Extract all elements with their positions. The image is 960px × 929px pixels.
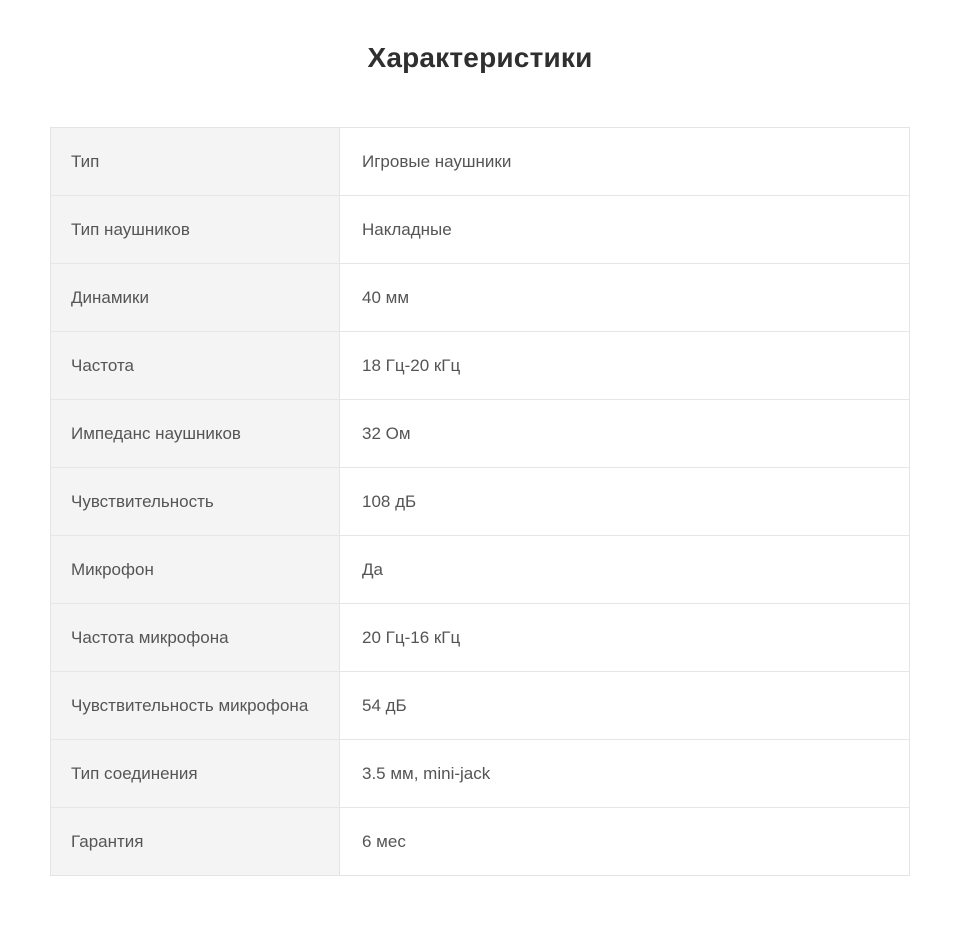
spec-label: Гарантия (51, 808, 340, 876)
table-row (51, 332, 910, 400)
table-row (51, 400, 910, 468)
spec-value: 6 мес (340, 808, 910, 876)
spec-value: 18 Гц-20 кГц (340, 332, 910, 400)
spec-label: Чувствительность микрофона (51, 672, 340, 740)
table-row (51, 264, 910, 332)
spec-value: Накладные (340, 196, 910, 264)
spec-label: Импеданс наушников (51, 400, 340, 468)
spec-label: Тип (51, 128, 340, 196)
spec-label: Частота (51, 332, 340, 400)
spec-value: 32 Ом (340, 400, 910, 468)
table-row (51, 604, 910, 672)
spec-value: Игровые наушники (340, 128, 910, 196)
spec-label: Динамики (51, 264, 340, 332)
table-row (51, 128, 910, 196)
spec-value: Да (340, 536, 910, 604)
page-title: Характеристики (367, 42, 593, 73)
spec-value: 20 Гц-16 кГц (340, 604, 910, 672)
table-row (51, 536, 910, 604)
spec-value: 54 дБ (340, 672, 910, 740)
table-row (51, 468, 910, 536)
specifications-table (50, 127, 910, 876)
spec-label: Частота микрофона (51, 604, 340, 672)
spec-label: Чувствительность (51, 468, 340, 536)
table-row (51, 672, 910, 740)
spec-value: 40 мм (340, 264, 910, 332)
spec-value: 3.5 мм, mini-jack (340, 740, 910, 808)
table-row (51, 196, 910, 264)
spec-label: Микрофон (51, 536, 340, 604)
table-row (51, 740, 910, 808)
table-row (51, 808, 910, 876)
spec-label: Тип соединения (51, 740, 340, 808)
spec-value: 108 дБ (340, 468, 910, 536)
spec-label: Тип наушников (51, 196, 340, 264)
